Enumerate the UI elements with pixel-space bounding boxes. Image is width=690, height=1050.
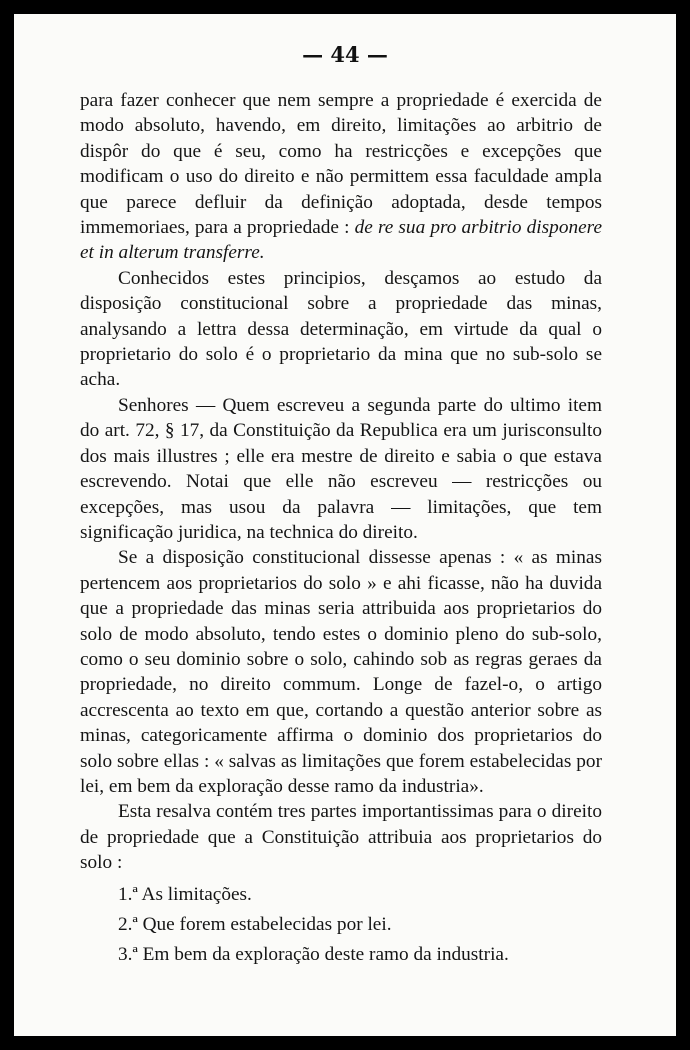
paragraph-1 — [80, 88, 602, 266]
paragraph-1-text: para fazer conhecer que nem sempre a propriedade é exercida de modo absoluto, havendo, em direito, limitações ao arbitrio de dispôr do que é seu, como ha restricções e excepções que modificam o uso do direito e não permittem essa faculdade ampla que parece defluir da definição adoptada, desde tempos immemoriaes, para a propriedade : — [80, 90, 602, 239]
list-item: 3.ª Em bem da exploração deste ramo da industria. — [118, 943, 509, 965]
paragraph-2: Conhecidos estes principios, desçamos ao estudo da disposição constitucional sobre a propriedade das minas, analysando a lettra dessa determinação, em virtude da qual o proprietario do solo é o proprietario da mina que no sub-solo se acha. — [80, 267, 602, 391]
latin-quote: de re sua pro arbitrio disponere et in alterum transferre. — [80, 217, 602, 264]
list-item: 1.ª As limitações. — [118, 883, 252, 905]
document-page — [14, 14, 676, 1036]
page-number: — 44 — — [302, 42, 388, 67]
body-text — [80, 88, 602, 970]
limitations-list — [80, 880, 602, 970]
list-item: 2.ª Que forem estabelecidas por lei. — [118, 913, 392, 935]
paragraph-3: Senhores — Quem escreveu a segunda parte do ultimo item do art. 72, § 17, da Constituição da Republica era um jurisconsulto dos mais illustres ; elle era mestre de direito e sabia o que estava escrevendo. Notai que elle não escreveu — restricções ou excepções, mas usou da palavra — limitações, que tem significação juridica, na technica do direito. — [80, 394, 602, 543]
paragraph-4: Se a disposição constitucional dissesse apenas : « as minas pertencem aos proprietarios do solo » e ahi ficasse, não ha duvida que a propriedade das minas seria attribuida aos proprietarios do solo de modo absoluto, tendo estes o dominio pleno do sub-solo, como o seu dominio sobre o solo, cahindo sob as regras geraes da propriedade, no direito commum. Longe de fazel-o, o artigo accrescenta ao texto em que, cortando a questão anterior sobre as minas, categoricamente affirma o dominio dos proprietarios do solo sobre ellas : « salvas as limitações que forem estabelecidas por lei, em bem da exploração desse ramo da industria». — [80, 547, 602, 797]
paragraph-5: Esta resalva contém tres partes importantissimas para o direito de propriedade que a Constituição attribuia aos proprietarios do solo : — [80, 801, 602, 874]
